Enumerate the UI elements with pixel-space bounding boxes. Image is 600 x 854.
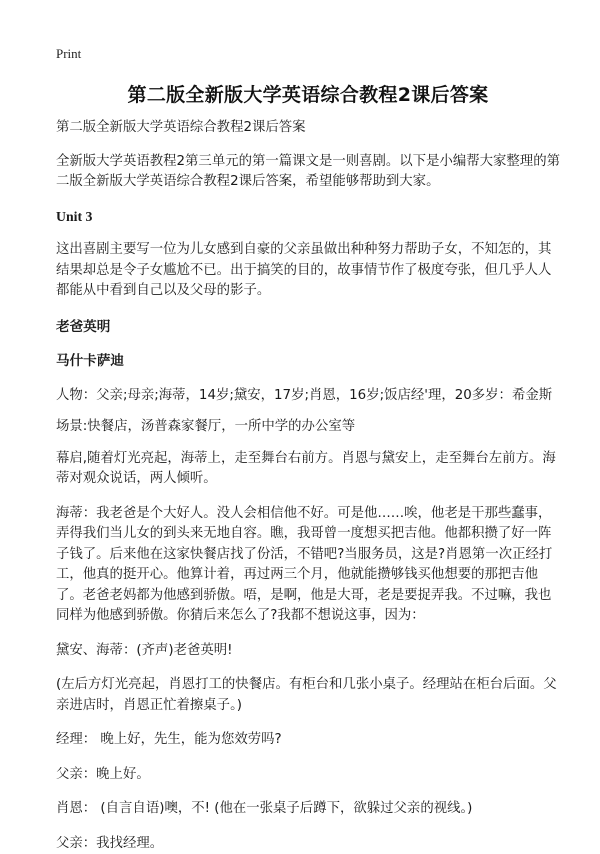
heidi-monologue-paragraph: 海蒂：我老爸是个大好人。没人会相信他不好。可是他……唉，他老是干那些蠢事，弄得我们当儿女的到头来无地自容。瞧，我哥曾一度想买把吉他。他都积攒了好一阵子钱了。后来他在这家快餐店找了份活，不错吧?当服务员，这是?肖恩第一次正经打工，他真的挺开心。他算计着，再过两三个月，他就能攒够钱买他想要的那把吉他了。老爸老妈都为他感到骄傲。唔，是啊，他是大哥，老是要捉弄我。不过嘛，我也同样为他感到骄傲。你猜后来怎么了?我都不想说这事，因为： [56, 504, 562, 627]
print-link[interactable]: Print [56, 46, 81, 62]
chorus-line-paragraph: 黛安、海蒂：(齐声)老爸英明! [56, 641, 562, 662]
shawn-line-paragraph: 肖恩： (自言自语)噢，不! (他在一张桌子后蹲下，欲躲过父亲的视线。) [56, 799, 562, 820]
page-title: 第二版全新版大学英语综合教程2课后答案 [56, 80, 560, 107]
article-body [56, 118, 562, 854]
stage-opening-paragraph: 幕启,随着灯光亮起，海蒂上，走至舞台右前方。肖恩与黛安上，走至舞台左前方。海蒂对观众说话，两人倾听。 [56, 449, 562, 490]
stage-direction-paragraph: (左后方灯光亮起，肖恩打工的快餐店。有柜台和几张小桌子。经理站在柜台后面。父亲进店时，肖恩正忙着擦桌子。) [56, 675, 562, 716]
father-line-2-paragraph: 父亲：我找经理。 [56, 834, 562, 854]
summary-paragraph: 这出喜剧主要写一位为儿女感到自豪的父亲虽做出种种努力帮助子女，不知怎的，其结果却总是令子女尴尬不已。出于搞笑的目的，故事情节作了极度夸张，但几乎人人都能从中看到自己以及父母的影子。 [56, 240, 562, 302]
author-heading: 马什卡萨迪 [56, 351, 562, 372]
intro-paragraph: 全新版大学英语教程2第三单元的第一篇课文是一则喜剧。以下是小编帮大家整理的第二版全新版大学英语综合教程2课后答案，希望能够帮助到大家。 [56, 152, 562, 193]
play-title-heading: 老爸英明 [56, 317, 562, 338]
subtitle-paragraph: 第二版全新版大学英语综合教程2课后答案 [56, 118, 562, 139]
characters-paragraph: 人物：父亲;母亲;海蒂，14岁;黛安，17岁;肖恩，16岁;饭店经'理，20多岁：希金斯 [56, 386, 562, 407]
father-line-1-paragraph: 父亲：晚上好。 [56, 765, 562, 786]
manager-line-paragraph: 经理： 晚上好，先生，能为您效劳吗? [56, 730, 562, 751]
unit-heading: Unit 3 [56, 207, 562, 228]
scenes-paragraph: 场景:快餐店，汤普森家餐厅，一所中学的办公室等 [56, 417, 562, 438]
